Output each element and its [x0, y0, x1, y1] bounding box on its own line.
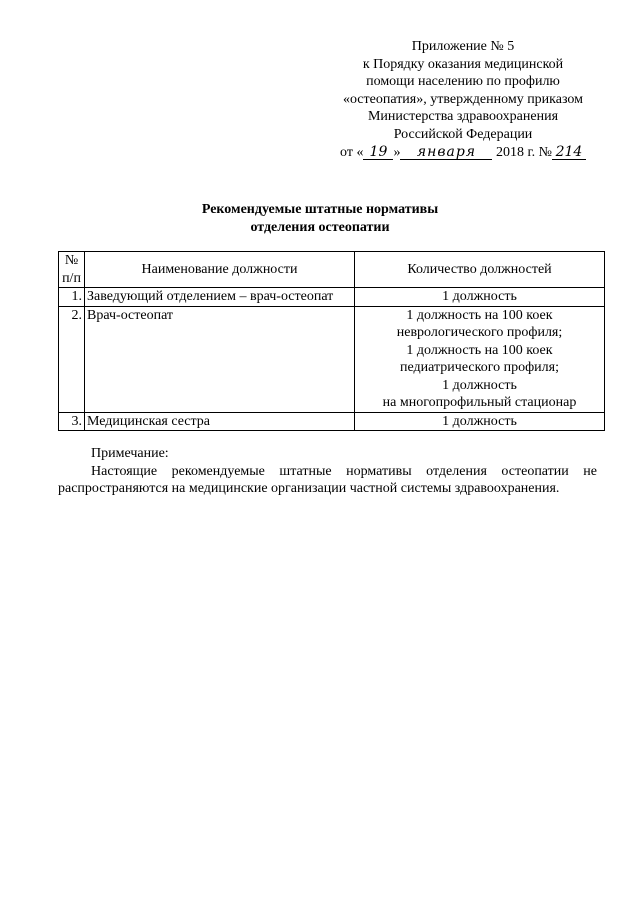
note-text: Настоящие рекомендуемые штатные нормативы отделения остеопатии не распространяются на медицинские организации частной системы здравоохранения. [58, 463, 597, 497]
quantity-line: педиатрического профиля; [400, 360, 559, 375]
title-line-2: отделения остеопатии [250, 219, 390, 235]
quantity-line: 1 должность [442, 377, 517, 393]
position-name: Заведующий отделением – врач-остеопат [85, 288, 355, 307]
quantity-line: на многопрофильный стационар [382, 395, 577, 410]
note-block [58, 445, 597, 498]
title-line-1: Рекомендуемые штатные нормативы [201, 202, 439, 217]
date-prefix: от « [340, 144, 364, 160]
table-row [59, 288, 605, 307]
quantity-line: 1 должность на 100 коек [406, 342, 553, 358]
header-num-line-1: № [64, 253, 79, 268]
quantity-line: неврологического профиля; [396, 325, 563, 340]
position-quantity [355, 412, 605, 431]
date-close-quote: » [393, 144, 401, 160]
table-header-row [59, 252, 605, 288]
order-date-line [318, 144, 608, 162]
appendix-line: к Порядку оказания медицинской [362, 56, 564, 72]
quantity-line: 1 должность на 100 коек [406, 307, 553, 323]
row-number: 1. [59, 288, 85, 307]
year-text: 2018 г. № [495, 144, 552, 160]
appendix-line: «остеопатия», утвержденному приказом [342, 91, 584, 107]
table-row [59, 412, 605, 431]
appendix-line: помощи населению по профилю [366, 74, 560, 90]
header-quantity: Количество должностей [355, 252, 605, 288]
appendix-line: Российской Федерации [393, 126, 533, 142]
position-quantity [355, 288, 605, 307]
position-name: Медицинская сестра [85, 412, 355, 431]
quantity-line: 1 должность [442, 289, 517, 304]
header-position-name: Наименование должности [85, 252, 355, 288]
appendix-line: Министерства здравоохранения [367, 109, 559, 125]
position-name: Врач-остеопат [85, 306, 355, 412]
quantity-line: 1 должность [442, 413, 517, 429]
document-title [0, 201, 640, 236]
row-number: 2. [59, 306, 85, 412]
position-quantity [355, 306, 605, 412]
row-number: 3. [59, 412, 85, 431]
handwritten-order-number: 214 [552, 145, 586, 160]
appendix-header [318, 38, 608, 161]
header-num [59, 252, 85, 288]
appendix-line: Приложение № 5 [411, 39, 515, 54]
handwritten-day: 19 [363, 145, 393, 160]
note-title: Примечание: [91, 446, 169, 461]
table-row [59, 306, 605, 412]
header-num-line-2: п/п [62, 270, 81, 286]
staffing-table [58, 251, 605, 431]
handwritten-month: января [400, 145, 492, 160]
